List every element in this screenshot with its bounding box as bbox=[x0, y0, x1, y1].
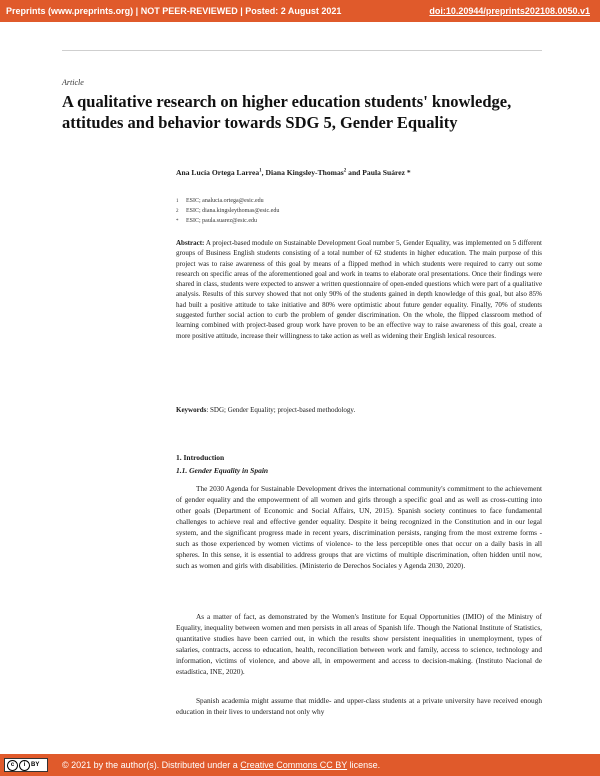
abstract-paragraph bbox=[176, 238, 542, 341]
abstract-label: Abstract: bbox=[176, 239, 205, 247]
author-name: Paula Suárez bbox=[362, 168, 405, 177]
abstract-text: A project-based module on Sustainable Development Goal number 5, Gender Equality, was implemented on 5 different groups of Business English students consisting of a total number of 62 students in higher education. The main purpose of this project was to raise awareness of this goal by means of a flipped method in which students were required to carry out some research on specific areas of the aforementioned goal and work in teams to elaborate oral presentations. Once their findings were shared in class, students were expected to answer a written questionnaire of open-ended questions which were part of a qualitative analysis. Results of this survey showed that not only 90% of the students gained in depth knowledge of this goal, but also 85% had built a positive attitude to take initiative and 80% were optimistic about future gender equality. Finally, 70% of students suggested further social action to curb the problem of gender discrimination. On the whole, the flipped classroom method of learning combined with project-based group work have proven to be an effective way to raise awareness of this goal, create a more positive attitude, increase their willingness to take action as well as widening their English lexical resources. bbox=[176, 239, 542, 340]
author-marker: 1 bbox=[259, 168, 262, 174]
license-suffix: license. bbox=[347, 760, 381, 770]
keywords-label: Keywords bbox=[176, 406, 207, 414]
affiliation-marker: * bbox=[176, 219, 179, 224]
keywords-text: : SDG; Gender Equality; project-based methodology. bbox=[206, 406, 356, 414]
header-divider bbox=[62, 50, 542, 51]
author-marker: 2 bbox=[343, 168, 347, 174]
license-footer-bar bbox=[0, 754, 600, 776]
attribution-icon: i bbox=[19, 760, 30, 771]
author-list bbox=[176, 168, 411, 177]
affiliation-text: ESIC; paula.suarez@esic.edu bbox=[186, 218, 258, 224]
doi-link[interactable]: doi:10.20944/preprints202108.0050.v1 bbox=[429, 6, 590, 16]
subsection-heading: 1.1. Gender Equality in Spain bbox=[176, 466, 269, 475]
article-type-label: Article bbox=[62, 78, 84, 87]
affiliation-line bbox=[176, 218, 257, 224]
body-paragraph: As a matter of fact, as demonstrated by the Women's Institute for Equal Opportunities (IMIO) of the Ministry of Equality, inequality between women and men persists in all areas of Spanish life. Though the National Institute of Statistics, quantitative studies have been carried out, in which the results show persistent inequalities in unemployment, types of salaries, contracts, access to education, health, reconciliation between work and family, access to science, technology and information, victims of violence, and above all, in empowerment and access to decision-making. (Instituto Nacional de estadística, INE, 2020). bbox=[176, 612, 542, 676]
author-separator: and bbox=[346, 168, 363, 177]
paper-title: A qualitative research on higher education students' knowledge, attitudes and behavior towards SDG 5, Gender Equality bbox=[62, 92, 512, 132]
body-paragraph: Spanish academia might assume that middle- and upper-class students at a private university have received enough education in their lives to understand not only why bbox=[176, 696, 542, 716]
cc-icon: c bbox=[7, 760, 18, 771]
license-text bbox=[62, 760, 380, 770]
author-marker: * bbox=[406, 168, 411, 177]
author-name: Ana Lucía Ortega Larrea bbox=[176, 168, 260, 177]
author-separator: , bbox=[261, 168, 266, 177]
affiliation-marker: 1 bbox=[176, 199, 179, 204]
cc-badge-label: BY bbox=[31, 762, 40, 768]
license-prefix: © 2021 by the author(s). Distributed under a bbox=[62, 760, 241, 770]
license-link[interactable]: Creative Commons CC BY bbox=[240, 760, 348, 770]
body-paragraph: The 2030 Agenda for Sustainable Development drives the international community's commitment to the achievement of gender equality and the empowerment of all women and girls through a specific goal and as well as cross-cutting into other goals (Department of Economic and Social Affairs, UN, 2015). Spanish society continues to face fundamental challenges to achieve real and effective gender equality. Despite it being recognized in the Constitution and in our legal system, and the significant progress made in recent years, discrimination persists, ranging from the most extreme forms -such as those experienced by women victims of violence- to the less perceptible ones that occur on a daily basis in all spheres. In this sense, it is essential to address groups that are victims of multiple discrimination, often hidden until now, such as women and girls with disabilities. (Ministerio de Derechos Sociales y Agenda 2030, 2020). bbox=[176, 484, 542, 570]
affiliation-text: ESIC; diana.kingsleythomas@esic.edu bbox=[186, 208, 280, 214]
affiliation-line bbox=[176, 208, 279, 214]
author-name: Diana Kingsley-Thomas bbox=[265, 168, 344, 177]
cc-license-badge[interactable] bbox=[4, 758, 48, 772]
keywords-line bbox=[176, 406, 542, 414]
affiliation-marker: 2 bbox=[176, 209, 179, 214]
affiliation-text: ESIC; analucia.ortega@esic.edu bbox=[186, 198, 264, 204]
affiliation-line bbox=[176, 198, 264, 204]
section-heading: 1. Introduction bbox=[176, 453, 225, 462]
preprint-header-text: Preprints (www.preprints.org) | NOT PEER-REVIEWED | Posted: 2 August 2021 bbox=[6, 6, 342, 16]
preprint-header-bar bbox=[0, 0, 600, 22]
